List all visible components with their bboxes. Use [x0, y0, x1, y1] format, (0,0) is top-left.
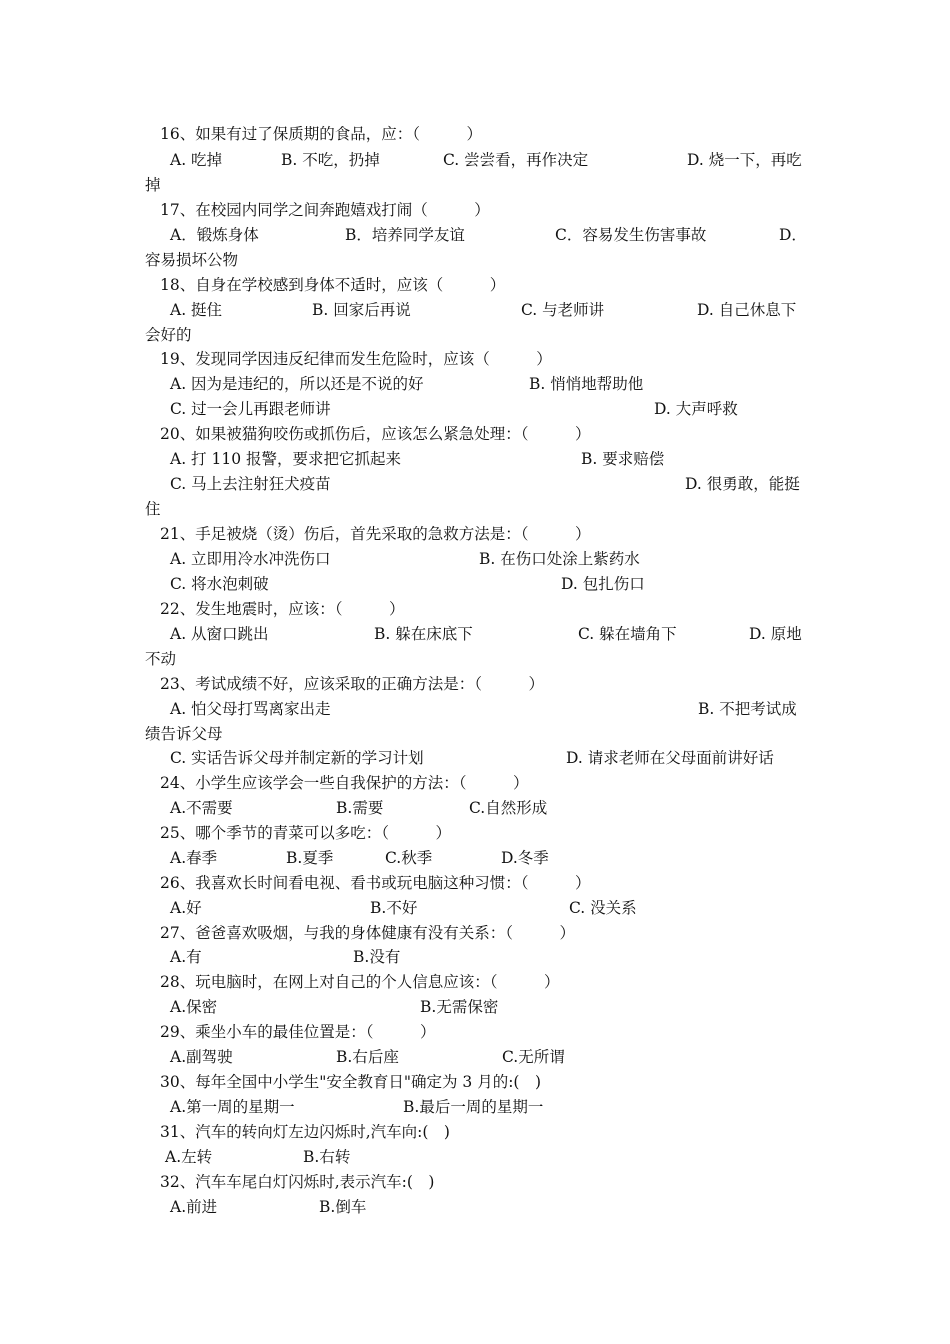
- option-c: C. 尝尝看，再作决定: [443, 151, 589, 169]
- option-a: A．锻炼身体: [170, 226, 259, 244]
- question-30: 30、每年全国中小学生"安全教育日"确定为 3 月的:( ): [160, 1073, 542, 1091]
- option-a: A.好: [170, 899, 202, 917]
- option-d: D. 大声呼救: [654, 400, 738, 418]
- question-21: 21、手足被烧（烫）伤后，首先采取的急救方法是：（ ）: [160, 525, 591, 543]
- question-26: 26、我喜欢长时间看电视、看书或玩电脑这种习惯：（ ）: [160, 874, 591, 892]
- option-b: B.倒车: [319, 1198, 367, 1216]
- question-22: 22、发生地震时，应该：（ ）: [160, 600, 405, 618]
- option-d: D. 很勇敢，能挺: [685, 475, 800, 493]
- option-a: A. 从窗口跳出: [170, 625, 269, 643]
- option-b: B. 不把考试成: [698, 700, 797, 718]
- question-20: 20、如果被猫狗咬伤或抓伤后，应该怎么紧急处理：（ ）: [160, 425, 591, 443]
- option-b: B. 在伤口处涂上紫药水: [479, 550, 640, 568]
- option-b: B.右转: [303, 1148, 351, 1166]
- option-c: C. 实话告诉父母并制定新的学习计划: [170, 749, 424, 767]
- option-a: A.春季: [170, 849, 218, 867]
- option-b: B.没有: [353, 948, 401, 966]
- option-c: C. 将水泡刺破: [170, 575, 269, 593]
- option-b: B. 躲在床底下: [374, 625, 473, 643]
- option-a: A. 立即用冷水冲洗伤口: [170, 550, 331, 568]
- option-a: A.不需要: [170, 799, 233, 817]
- option-wrap: 会好的: [145, 326, 192, 344]
- option-b: B. 回家后再说: [312, 301, 411, 319]
- option-c: C. 马上去注射狂犬疫苗: [170, 475, 331, 493]
- option-a: A. 打 110 报警，要求把它抓起来: [170, 450, 401, 468]
- option-wrap: 绩告诉父母: [145, 725, 223, 743]
- option-c: C. 过一会儿再跟老师讲: [170, 400, 331, 418]
- question-31: 31、汽车的转向灯左边闪烁时,汽车向:( ): [160, 1123, 450, 1141]
- option-b: B．培养同学友谊: [345, 226, 465, 244]
- option-d: D. 原地: [749, 625, 802, 643]
- option-b: B. 要求赔偿: [581, 450, 665, 468]
- option-a: A. 因为是违纪的，所以还是不说的好: [170, 375, 424, 393]
- option-a: A.前进: [170, 1198, 218, 1216]
- option-c: C.自然形成: [469, 799, 548, 817]
- option-a: A.副驾驶: [170, 1048, 233, 1066]
- option-a: A.有: [170, 948, 202, 966]
- option-b: B.最后一周的星期一: [403, 1098, 544, 1116]
- option-d: D. 烧一下，再吃: [687, 151, 802, 169]
- option-b: B.需要: [336, 799, 384, 817]
- option-c: C．容易发生伤害事故: [555, 226, 707, 244]
- option-c: C. 没关系: [569, 899, 637, 917]
- option-a: A. 挺住: [170, 301, 223, 319]
- option-a: A. 吃掉: [170, 151, 223, 169]
- option-d: D. 包扎伤口: [561, 575, 645, 593]
- option-b: B.无需保密: [420, 998, 499, 1016]
- option-d: D.冬季: [501, 849, 549, 867]
- option-d: D. 请求老师在父母面前讲好话: [566, 749, 774, 767]
- option-a: A. 怕父母打骂离家出走: [170, 700, 331, 718]
- question-32: 32、汽车车尾白灯闪烁时,表示汽车:( ): [160, 1173, 435, 1191]
- option-wrap: 容易损坏公物: [145, 251, 239, 269]
- option-b: B. 不吃，扔掉: [281, 151, 380, 169]
- question-24: 24、小学生应该学会一些自我保护的方法：（ ）: [160, 774, 529, 792]
- option-a: A.保密: [170, 998, 218, 1016]
- option-wrap: 掉: [145, 176, 161, 194]
- option-c: C.无所谓: [502, 1048, 565, 1066]
- option-wrap: 住: [145, 500, 161, 518]
- option-c: C.秋季: [385, 849, 433, 867]
- option-b: B.不好: [370, 899, 418, 917]
- option-a: A.左转: [165, 1148, 213, 1166]
- option-d: D. 自己休息下: [697, 301, 797, 319]
- option-wrap: 不动: [145, 650, 177, 668]
- question-28: 28、玩电脑时，在网上对自己的个人信息应该：（ ）: [160, 973, 560, 991]
- option-c: C. 躲在墙角下: [578, 625, 677, 643]
- option-b: B.右后座: [336, 1048, 399, 1066]
- question-29: 29、乘坐小车的最佳位置是：（ ）: [160, 1023, 436, 1041]
- question-16: 16、如果有过了保质期的食品，应：（ ）: [160, 125, 482, 143]
- question-19: 19、发现同学因违反纪律而发生危险时，应该（ ）: [160, 350, 552, 368]
- question-23: 23、考试成绩不好，应该采取的正确方法是：（ ）: [160, 675, 544, 693]
- question-25: 25、哪个季节的青菜可以多吃：（ ）: [160, 824, 451, 842]
- option-d: D．: [779, 226, 807, 244]
- option-a: A.第一周的星期一: [170, 1098, 295, 1116]
- option-b: B.夏季: [286, 849, 334, 867]
- question-18: 18、自身在学校感到身体不适时，应该（ ）: [160, 276, 506, 294]
- question-17: 17、在校园内同学之间奔跑嬉戏打闹（ ）: [160, 201, 490, 219]
- option-b: B. 悄悄地帮助他: [529, 375, 644, 393]
- question-27: 27、爸爸喜欢吸烟，与我的身体健康有没有关系：（ ）: [160, 924, 575, 942]
- option-c: C. 与老师讲: [521, 301, 605, 319]
